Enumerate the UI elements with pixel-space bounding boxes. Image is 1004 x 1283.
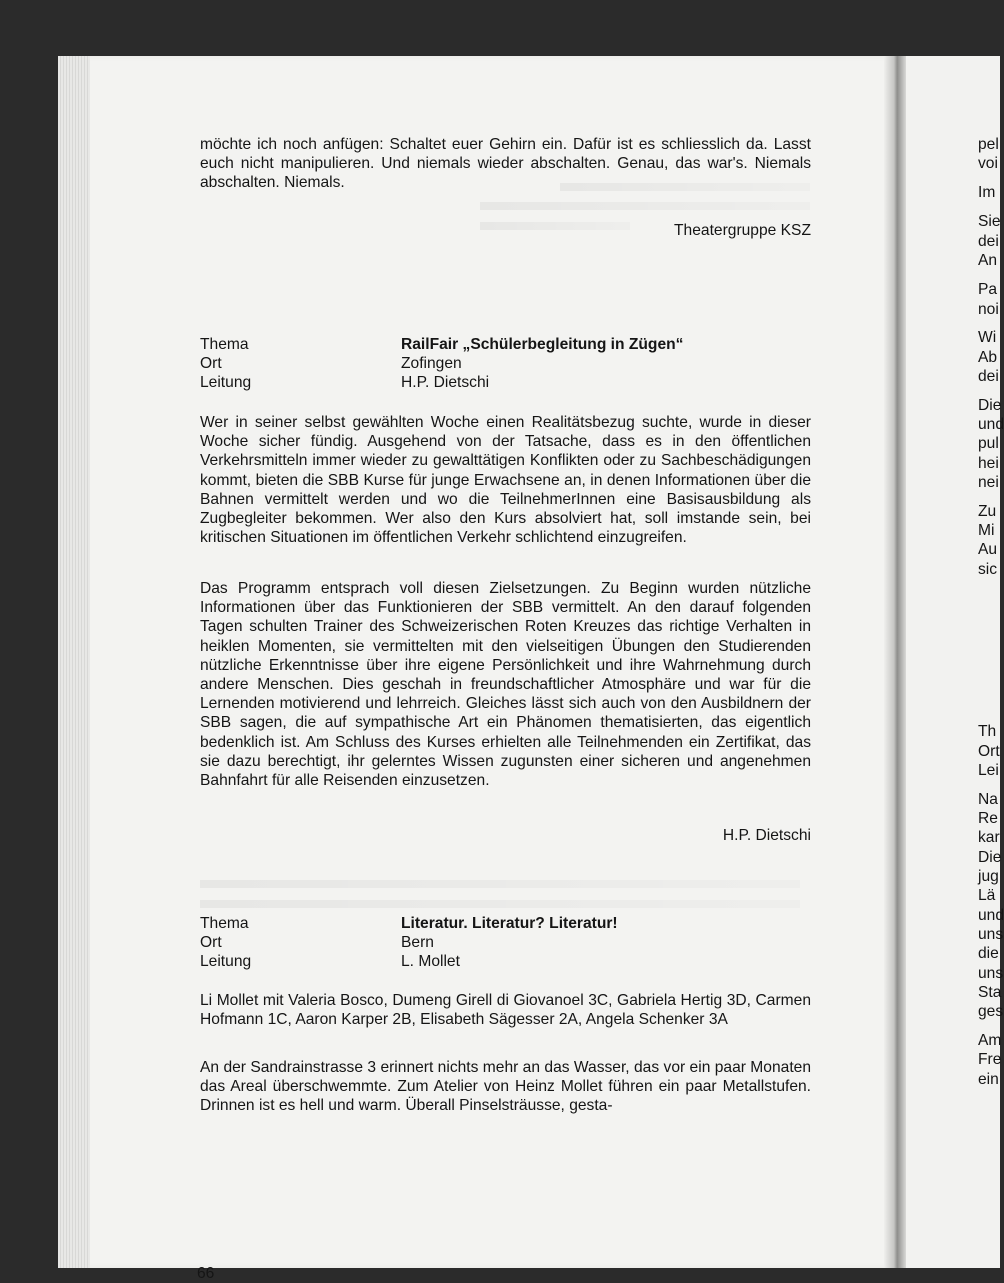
right-page-fragment: Pa xyxy=(978,281,998,298)
leitung-label: Leitung xyxy=(200,374,252,392)
right-page-fragment: pel xyxy=(978,136,999,153)
right-page-fragment: Th xyxy=(978,723,997,740)
thema-label: Thema xyxy=(200,336,249,353)
right-page-fragment: Die xyxy=(978,397,1002,414)
right-page-fragment: noi xyxy=(978,301,999,318)
right-page-fragment: Mi xyxy=(978,522,995,539)
right-page-fragment: Lä xyxy=(978,887,996,904)
ort-value: Zofingen xyxy=(401,355,462,373)
right-page-fragment: Zu xyxy=(978,503,997,520)
bleed-through-line xyxy=(200,900,800,908)
section2-ort-row xyxy=(200,933,811,952)
right-page-fragment: uns xyxy=(978,926,1004,943)
bleed-through-line xyxy=(480,222,630,230)
thema-value: Literatur. Literatur? Literatur! xyxy=(401,915,618,932)
right-page-fragment: dei xyxy=(978,368,999,385)
right-page-fragment: Ort xyxy=(978,743,1000,760)
thema-label: Thema xyxy=(200,915,249,932)
right-page-fragment: die xyxy=(978,945,999,962)
right-page-fragment: Na xyxy=(978,791,998,808)
right-page-fragment: jug xyxy=(978,868,999,885)
right-page-fragment: ein xyxy=(978,1071,999,1088)
section2-paragraph-1: An der Sandrainstrasse 3 erinnert nichts mehr an das Wasser, das vor ein paar Monaten das Areal überschwemmte. Zum Atelier von Heinz Mollet führen ein paar Metallstufen. Drinnen ist es hell und warm. Überall Pinselsträusse, gesta- xyxy=(200,1059,811,1115)
bleed-through-line xyxy=(480,202,810,210)
thema-value: RailFair „Schülerbegleitung in Zügen“ xyxy=(401,336,684,353)
right-page-fragment: sic xyxy=(978,561,998,578)
ort-label: Ort xyxy=(200,355,222,373)
leitung-label: Leitung xyxy=(200,953,252,971)
right-page-fragment: ges xyxy=(978,1003,1004,1020)
leitung-value: H.P. Dietschi xyxy=(401,374,490,392)
right-page-fragment: nei xyxy=(978,474,999,491)
leitung-value: L. Mollet xyxy=(401,953,460,971)
ort-value: Bern xyxy=(401,934,434,952)
right-page-fragment: pul xyxy=(978,435,999,452)
section2-participants: Li Mollet mit Valeria Bosco, Dumeng Girell di Giovanoel 3C, Gabriela Hertig 3D, Carmen Hofmann 1C, Aaron Karper 2B, Elisabeth Sägesser 2A, Angela Schenker 3A xyxy=(200,992,811,1029)
right-page-fragment: Au xyxy=(978,541,998,558)
right-page-fragment: uns xyxy=(978,965,1004,982)
right-page-fragment: Lei xyxy=(978,762,999,779)
right-page-fragment: dei xyxy=(978,233,999,250)
section1-signature: H.P. Dietschi xyxy=(722,827,811,844)
right-page-fragment: und xyxy=(978,416,1004,433)
right-page-fragment: kar xyxy=(978,829,1000,846)
bleed-through-line xyxy=(200,880,800,888)
section1-paragraph-1: Wer in seiner selbst gewählten Woche einen Realitätsbezug suchte, wurde in dieser Woche sicher fündig. Ausgehend von der Tatsache, dass es in den öffentlichen Verkehrsmitteln immer wieder zu gewalttätigen Konflikten oder zu Sachbeschädigungen kommt, bieten die SBB Kurse für junge Erwachsene an, in denen Informationen über die Bahnen vermittelt werden und wo die TeilnehmerInnen eine Basisausbildung als Zugbegleiter bekommen. Wer also den Kurs absolviert hat, soll imstande sein, bei kritischen Situationen im öffentlichen Verkehr schlichtend einzugreifen. xyxy=(200,414,811,547)
section1-thema-row xyxy=(200,335,811,354)
section1-ort-row xyxy=(200,354,811,373)
ort-label: Ort xyxy=(200,934,222,952)
book-gutter xyxy=(884,56,906,1268)
right-page-fragment: hei xyxy=(978,455,999,472)
right-page-fragment: Im xyxy=(978,184,996,201)
right-page-fragment: Am xyxy=(978,1032,1002,1049)
section2-leitung-row xyxy=(200,952,811,971)
right-page-fragment: Wi xyxy=(978,329,997,346)
right-page-fragment: Sta xyxy=(978,984,1002,1001)
right-page-fragment: und xyxy=(978,907,1004,924)
section2-thema-row xyxy=(200,914,811,933)
page-edges xyxy=(58,56,90,1268)
right-page-fragment: Re xyxy=(978,810,998,827)
right-page-fragment: Fre xyxy=(978,1051,1002,1068)
section1-paragraph-2: Das Programm entsprach voll diesen Zielsetzungen. Zu Beginn wurden nützliche Informationen über das Funktionieren der SBB vermittelt. An den darauf folgenden Tagen schulten Trainer des Schweizerischen Roten Kreuzes das richtige Verhalten in heiklen Momenten, sie vermittelten mit den vielseitigen Übungen den Studierenden nützliche Erkenntnisse über ihre eigene Persönlichkeit und ihre Wahrnehmung durch andere Menschen. Dies geschah in freundschaftlicher Atmosphäre und war für die Lernenden motivierend und lehrreich. Gleiches lässt sich auch von den Ausbildnern der SBB sagen, die auf sympathische Art ein Phänomen thematisierten, das eigentlich bedenklich ist. Am Schluss des Kurses erhielten alle Teilnehmenden ein Zertifikat, das sie dazu berechtigt, ihr gelerntes Wissen zugunsten einer sicheren und angenehmen Bahnfahrt für alle Reisenden einzusetzen. xyxy=(200,580,811,790)
right-page-fragment: Die xyxy=(978,849,1002,866)
right-page-fragment: voi xyxy=(978,155,998,172)
section1-meta xyxy=(200,335,811,393)
right-page-fragment: Sie xyxy=(978,213,1001,230)
right-page xyxy=(906,56,1004,1268)
section2-meta xyxy=(200,914,811,972)
intro-paragraph: möchte ich noch anfügen: Schaltet euer Gehirn ein. Dafür ist es schliesslich da. Lasst euch nicht manipulieren. Und niemals wieder abschalten. Genau, das war's. Niemals abschalten. Niemals. xyxy=(200,136,811,192)
section1-leitung-row xyxy=(200,373,811,392)
page-number: 66 xyxy=(197,1265,215,1282)
intro-signature: Theatergruppe KSZ xyxy=(674,222,811,239)
right-page-fragment: An xyxy=(978,252,998,269)
right-page-fragment: Ab xyxy=(978,349,998,366)
